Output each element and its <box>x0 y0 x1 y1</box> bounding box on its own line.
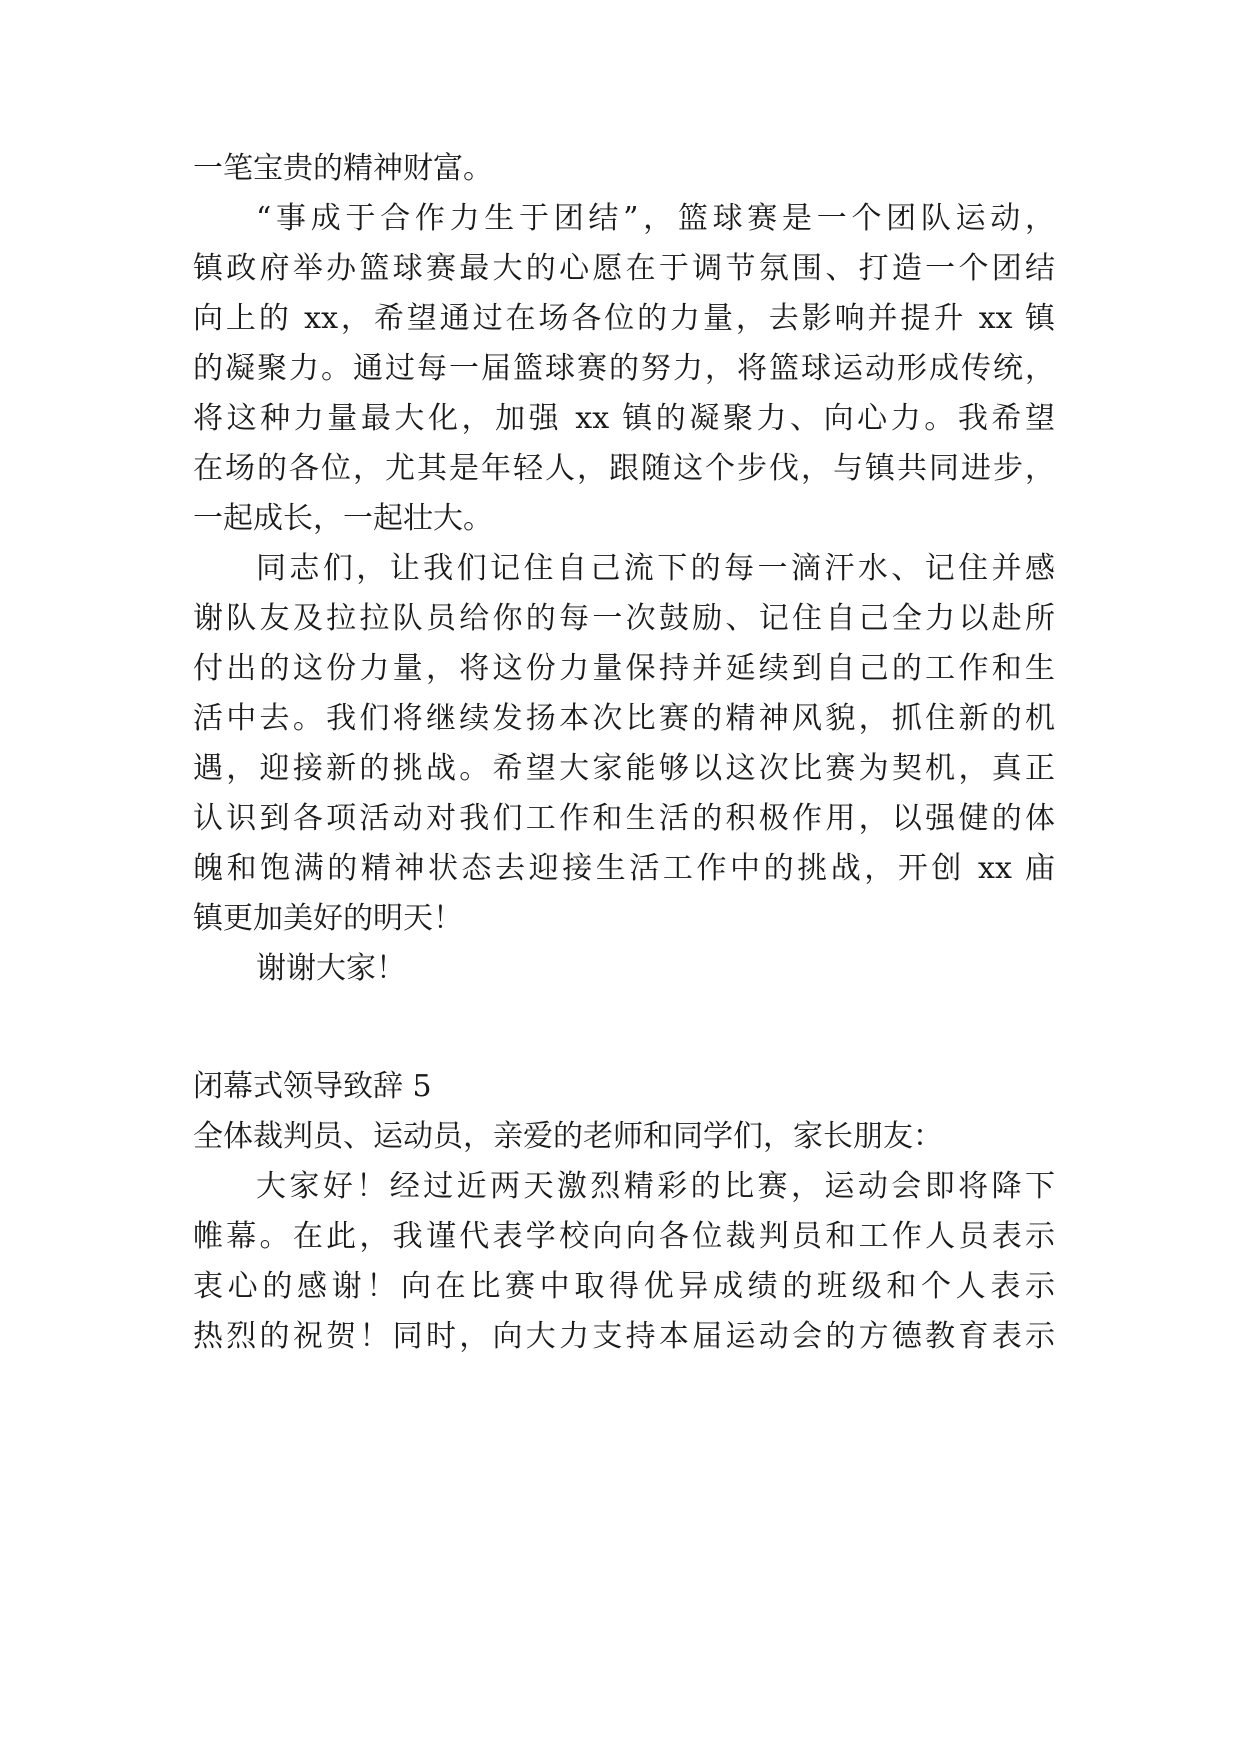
paragraph-line: “事成于合作力生于团结”，篮球赛是一个团队运动， <box>256 201 1055 236</box>
paragraph-line: 帷幕。在此，我谨代表学校向向各位裁判员和工作人员表示 <box>193 1219 1055 1254</box>
paragraph-line: 热烈的祝贺！同时，向大力支持本届运动会的方德教育表示 <box>193 1319 1055 1354</box>
salutation-line: 全体裁判员、运动员，亲爱的老师和同学们，家长朋友： <box>193 1119 943 1154</box>
paragraph-line: 同志们，让我们记住自己流下的每一滴汗水、记住并感 <box>256 551 1055 586</box>
paragraph-line: 向上的 xx，希望通过在场各位的力量，去影响并提升 xx 镇 <box>193 301 1055 336</box>
paragraph-line: 魄和饱满的精神状态去迎接生活工作中的挑战，开创 xx 庙 <box>193 851 1055 886</box>
paragraph-line: 镇更加美好的明天！ <box>193 901 463 936</box>
paragraph-line: 将这种力量最大化，加强 xx 镇的凝聚力、向心力。我希望 <box>193 401 1055 436</box>
paragraph-line: 遇，迎接新的挑战。希望大家能够以这次比赛为契机，真正 <box>193 751 1055 786</box>
paragraph-line: 谢谢大家！ <box>256 951 406 986</box>
paragraph-line: 大家好！经过近两天激烈精彩的比赛，运动会即将降下 <box>256 1169 1055 1204</box>
section-heading: 闭幕式领导致辞 5 <box>193 1069 432 1104</box>
paragraph-line: 在场的各位，尤其是年轻人，跟随这个步伐，与镇共同进步， <box>193 451 1055 486</box>
paragraph-line: 认识到各项活动对我们工作和生活的积极作用，以强健的体 <box>193 801 1055 836</box>
paragraph-line: 一笔宝贵的精神财富。 <box>193 151 493 186</box>
paragraph-line: 活中去。我们将继续发扬本次比赛的精神风貌，抓住新的机 <box>193 701 1055 736</box>
paragraph-line: 付出的这份力量，将这份力量保持并延续到自己的工作和生 <box>193 651 1055 686</box>
paragraph-line: 一起成长，一起壮大。 <box>193 501 493 536</box>
paragraph-line: 镇政府举办篮球赛最大的心愿在于调节氛围、打造一个团结 <box>193 251 1055 286</box>
paragraph-line: 衷心的感谢！向在比赛中取得优异成绩的班级和个人表示 <box>193 1269 1055 1304</box>
paragraph-line: 的凝聚力。通过每一届篮球赛的努力，将篮球运动形成传统， <box>193 351 1055 386</box>
paragraph-line: 谢队友及拉拉队员给你的每一次鼓励、记住自己全力以赴所 <box>193 601 1055 636</box>
